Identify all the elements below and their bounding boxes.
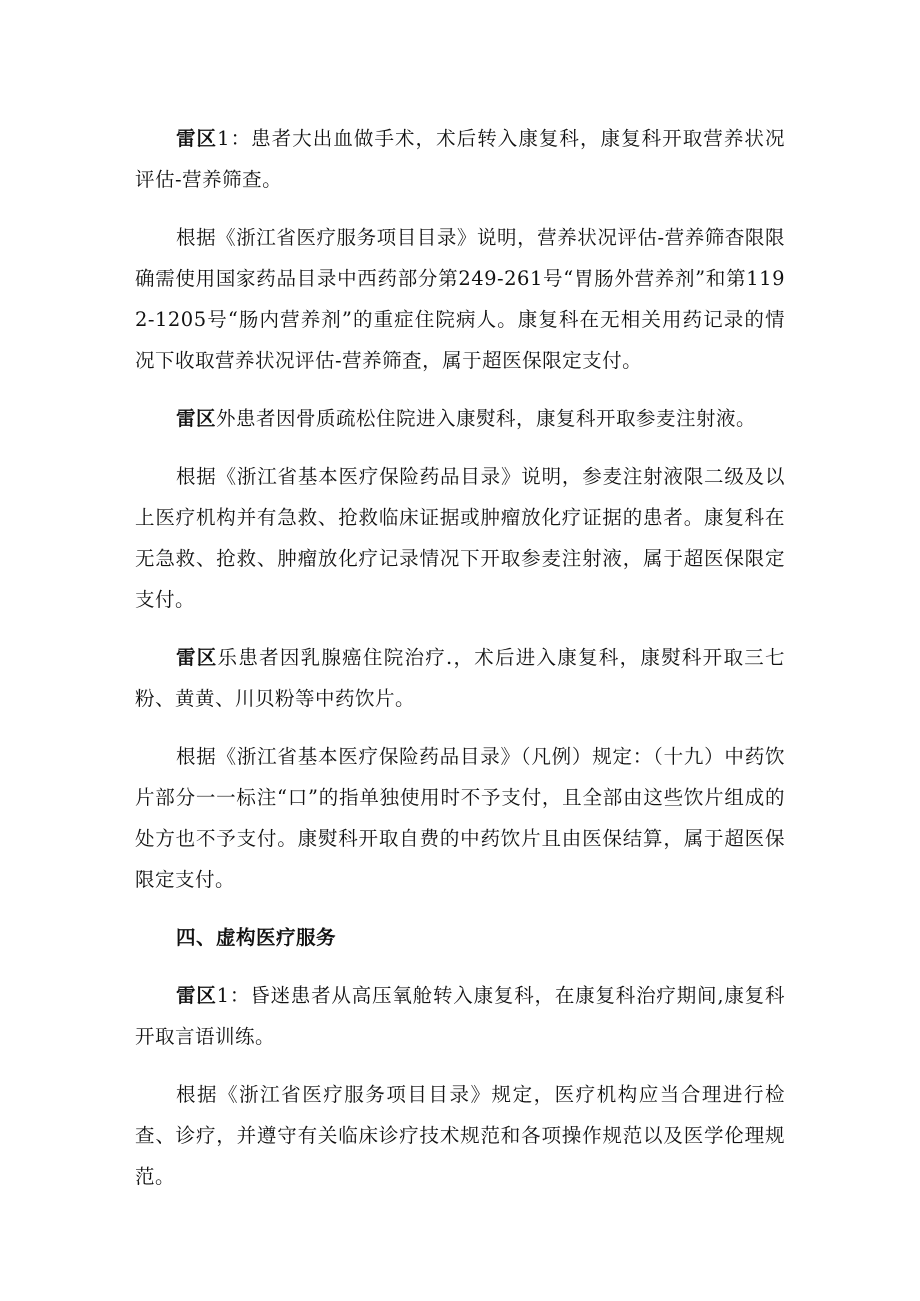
- hazard-label: 雷区: [176, 984, 217, 1007]
- paragraph-hazard-3: [135, 637, 785, 719]
- paragraph-hazard-2: [135, 398, 785, 439]
- hazard-label: 雷区: [176, 407, 217, 430]
- paragraph-hazard-1: [135, 118, 785, 200]
- paragraph-text: 根据《浙江省医疗服务项目目录》规定，医疗机构应当合理进行检查、诊疗，并遵守有关临床诊疗技术规范和各项操作规范以及医学伦理规范。: [135, 1083, 785, 1188]
- paragraph-text: 1：昏迷患者从高压氧舱转入康复科，在康复科治疗期间,康复科开取言语训练。: [135, 984, 785, 1048]
- paragraph-text: 乐患者因乳腺癌住院治疗.，术后进入康复科，康熨科开取三七粉、黄黄、川贝粉等中药饮片。: [135, 646, 785, 710]
- hazard-label: 雷区: [176, 646, 218, 669]
- hazard-label: 雷区: [176, 127, 218, 150]
- paragraph-basis-2: [135, 456, 785, 620]
- section-heading: 四、虚构医疗服务: [176, 926, 337, 949]
- paragraph-text: 外患者因骨质疏松住院进入康熨科，康复科开取参麦注射液。: [216, 407, 757, 430]
- paragraph-basis-3: [135, 736, 785, 900]
- paragraph-hazard-4: [135, 975, 785, 1057]
- paragraph-text: 根据《浙江省基本医疗保险药品目录》（凡例）规定：（十九）中药饮片部分一一标注“口”的指单独使用时不予支付，且全部由这些饮片组成的处方也不予支付。康熨科开取自费的中药饮片且由医保结算，属于超医保限定支付。: [135, 745, 785, 891]
- paragraph-text: 根据《浙江省基本医疗保险药品目录》说明，参麦注射液限二级及以上医疗机构并有急救、抢救临床证据或肿瘤放化疗证据的患者。康复科在无急救、抢救、肿瘤放化疗记录情况下开取参麦注射液，属于超医保限定支付。: [135, 465, 785, 611]
- paragraph-basis-4: [135, 1074, 785, 1197]
- paragraph-text: 根据《浙江省医疗服务项目目录》说明，营养状况评估-营养筛杳限限确需使用国家药品目录中西药部分第249-261号“胃肠外营养剂”和第1192-1205号“肠内营养剂”的重症住院病人。康复科在无相关用药记录的情况下收取营养状况评估-营养筛査，属于超医保限定支付。: [135, 226, 785, 372]
- document-body: [135, 118, 785, 1214]
- paragraph-text: 1：患者大出血做手术，术后转入康复科，康复科开取营养状况评估-营养筛查。: [135, 127, 785, 191]
- paragraph-basis-1: [135, 217, 785, 381]
